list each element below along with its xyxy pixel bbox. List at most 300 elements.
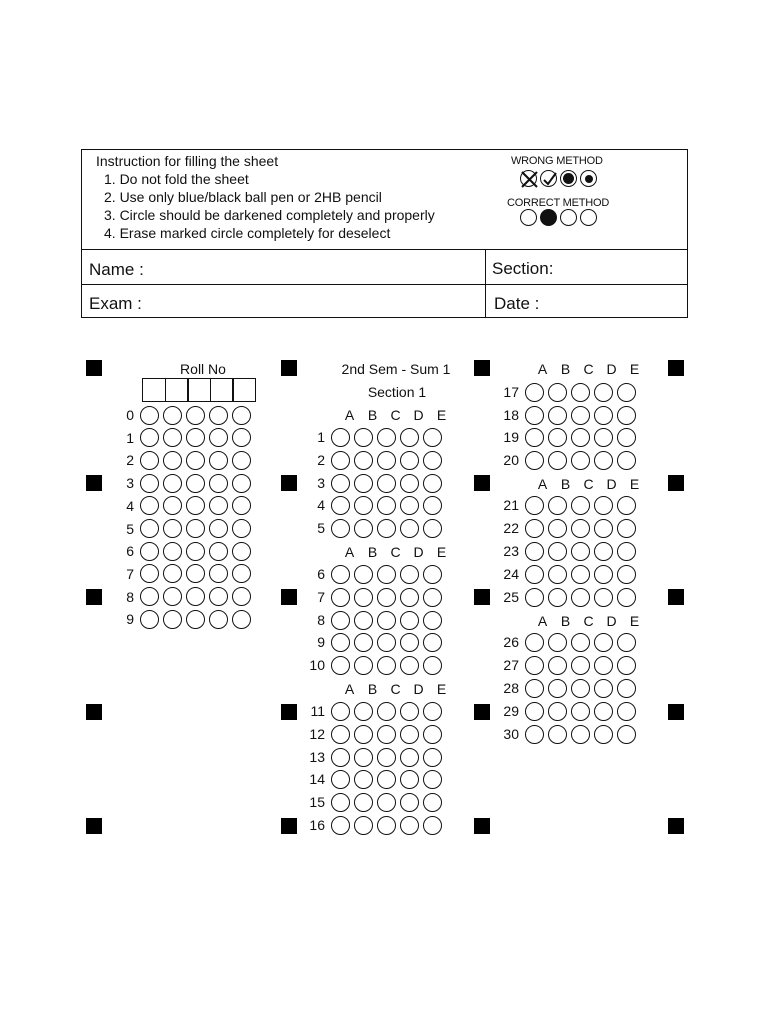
answer-bubble[interactable]	[140, 406, 159, 425]
answer-bubble[interactable]	[617, 565, 636, 584]
answer-bubble[interactable]	[525, 725, 544, 744]
answer-bubble[interactable]	[163, 428, 182, 447]
answer-bubble[interactable]	[617, 406, 636, 425]
answer-row	[112, 495, 251, 517]
answer-bubble[interactable]	[548, 451, 567, 470]
answer-bubble[interactable]	[423, 496, 442, 515]
answer-bubble[interactable]	[548, 565, 567, 584]
answer-bubble[interactable]	[525, 428, 544, 447]
answer-bubble[interactable]	[571, 542, 590, 561]
answer-bubble[interactable]	[232, 451, 251, 470]
cross-mark-icon	[520, 170, 537, 187]
option-letter: A	[537, 613, 548, 629]
answer-bubble[interactable]	[548, 725, 567, 744]
answer-bubble[interactable]	[617, 588, 636, 607]
answer-bubble[interactable]	[186, 474, 205, 493]
answer-bubble[interactable]	[400, 519, 419, 538]
answer-bubble[interactable]	[423, 793, 442, 812]
answer-bubble[interactable]	[423, 633, 442, 652]
answer-bubble[interactable]	[423, 588, 442, 607]
answer-bubble[interactable]	[571, 519, 590, 538]
answer-bubble[interactable]	[423, 428, 442, 447]
answer-bubble[interactable]	[331, 451, 350, 470]
answer-bubble[interactable]	[400, 793, 419, 812]
answer-row	[497, 586, 636, 608]
answer-bubble[interactable]	[209, 542, 228, 561]
answer-bubble[interactable]	[400, 474, 419, 493]
answer-bubble[interactable]	[354, 702, 373, 721]
answer-row	[303, 586, 442, 608]
registration-marker	[474, 360, 490, 376]
sheet-title: 2nd Sem - Sum 1	[341, 361, 451, 377]
answer-bubble[interactable]	[331, 633, 350, 652]
option-letter: B	[560, 476, 571, 492]
answer-bubble[interactable]	[140, 451, 159, 470]
answer-bubble[interactable]	[423, 702, 442, 721]
answer-bubble[interactable]	[331, 496, 350, 515]
answer-bubble[interactable]	[400, 725, 419, 744]
answer-bubble[interactable]	[354, 611, 373, 630]
answer-bubble[interactable]	[548, 542, 567, 561]
answer-bubble[interactable]	[423, 451, 442, 470]
answer-bubble[interactable]	[232, 587, 251, 606]
option-letter: E	[436, 544, 447, 560]
row-number: 8	[317, 612, 325, 628]
answer-bubble[interactable]	[377, 519, 396, 538]
answer-bubble[interactable]	[354, 633, 373, 652]
answer-bubble[interactable]	[525, 565, 544, 584]
answer-bubble[interactable]	[209, 519, 228, 538]
option-letter: D	[606, 613, 617, 629]
answer-bubble[interactable]	[377, 816, 396, 835]
roll-digit-box[interactable]	[232, 378, 256, 402]
answer-bubble[interactable]	[525, 496, 544, 515]
answer-bubble[interactable]	[423, 725, 442, 744]
row-number: 24	[503, 566, 519, 582]
answer-bubble[interactable]	[617, 428, 636, 447]
answer-bubble[interactable]	[571, 656, 590, 675]
answer-row	[303, 768, 442, 790]
answer-bubble[interactable]	[571, 702, 590, 721]
registration-marker	[668, 818, 684, 834]
answer-row	[112, 586, 251, 608]
answer-bubble[interactable]	[209, 428, 228, 447]
answer-bubble[interactable]	[232, 428, 251, 447]
answer-bubble[interactable]	[617, 383, 636, 402]
row-number: 2	[317, 452, 325, 468]
answer-bubble[interactable]	[377, 588, 396, 607]
answer-bubble[interactable]	[140, 428, 159, 447]
answer-bubble[interactable]	[617, 656, 636, 675]
answer-bubble[interactable]	[400, 702, 419, 721]
answer-bubble[interactable]	[377, 496, 396, 515]
roll-digit-box[interactable]	[165, 378, 189, 402]
answer-bubble[interactable]	[331, 474, 350, 493]
instruction-list	[104, 170, 435, 242]
answer-bubble[interactable]	[400, 496, 419, 515]
filled-bubble-icon	[540, 209, 557, 226]
option-letter: E	[629, 613, 640, 629]
answer-bubble[interactable]	[140, 542, 159, 561]
answer-bubble[interactable]	[571, 451, 590, 470]
option-letter: A	[537, 361, 548, 377]
answer-bubble[interactable]	[400, 770, 419, 789]
answer-bubble[interactable]	[423, 519, 442, 538]
answer-bubble[interactable]	[525, 656, 544, 675]
date-field-label: Date :	[494, 294, 540, 313]
answer-bubble[interactable]	[163, 519, 182, 538]
answer-bubble[interactable]	[331, 793, 350, 812]
registration-marker	[474, 589, 490, 605]
answer-bubble[interactable]	[140, 564, 159, 583]
answer-bubble[interactable]	[400, 611, 419, 630]
answer-bubble[interactable]	[423, 474, 442, 493]
answer-bubble[interactable]	[594, 565, 613, 584]
answer-bubble[interactable]	[163, 610, 182, 629]
registration-marker	[281, 475, 297, 491]
answer-row	[303, 472, 442, 494]
answer-bubble[interactable]	[617, 679, 636, 698]
answer-bubble[interactable]	[571, 565, 590, 584]
answer-bubble[interactable]	[331, 702, 350, 721]
answer-bubble[interactable]	[377, 451, 396, 470]
answer-bubble[interactable]	[548, 428, 567, 447]
row-number: 0	[126, 407, 134, 423]
roll-digit-box[interactable]	[210, 378, 234, 402]
roll-digit-box[interactable]	[187, 378, 211, 402]
answer-bubble[interactable]	[209, 474, 228, 493]
answer-bubble[interactable]	[548, 702, 567, 721]
answer-bubble[interactable]	[423, 770, 442, 789]
row-number: 11	[310, 703, 325, 719]
answer-bubble[interactable]	[617, 725, 636, 744]
answer-row	[497, 563, 636, 585]
answer-bubble[interactable]	[354, 474, 373, 493]
answer-bubble[interactable]	[232, 564, 251, 583]
answer-bubble[interactable]	[548, 406, 567, 425]
answer-row	[497, 426, 636, 448]
empty-bubble-icon	[560, 209, 577, 226]
answer-bubble[interactable]	[209, 496, 228, 515]
answer-bubble[interactable]	[594, 679, 613, 698]
answer-bubble[interactable]	[331, 588, 350, 607]
answer-bubble[interactable]	[331, 748, 350, 767]
answer-bubble[interactable]	[163, 406, 182, 425]
answer-bubble[interactable]	[525, 542, 544, 561]
divider	[82, 284, 687, 285]
registration-marker	[281, 818, 297, 834]
option-letters	[533, 613, 644, 629]
answer-bubble[interactable]	[354, 588, 373, 607]
answer-row	[497, 631, 636, 653]
instruction-item: 2. Use only blue/black ball pen or 2HB pencil	[104, 189, 382, 205]
answer-bubble[interactable]	[354, 770, 373, 789]
answer-bubble[interactable]	[377, 565, 396, 584]
answer-row	[303, 791, 442, 813]
answer-bubble[interactable]	[423, 611, 442, 630]
answer-bubble[interactable]	[400, 451, 419, 470]
answer-bubble[interactable]	[525, 679, 544, 698]
answer-bubble[interactable]	[594, 451, 613, 470]
answer-bubble[interactable]	[209, 587, 228, 606]
registration-marker	[281, 589, 297, 605]
answer-bubble[interactable]	[594, 496, 613, 515]
answer-bubble[interactable]	[186, 496, 205, 515]
answer-bubble[interactable]	[186, 610, 205, 629]
row-number: 27	[503, 657, 519, 673]
answer-bubble[interactable]	[186, 428, 205, 447]
answer-row	[112, 608, 251, 630]
answer-bubble[interactable]	[209, 451, 228, 470]
answer-bubble[interactable]	[331, 770, 350, 789]
option-letter: E	[629, 476, 640, 492]
answer-bubble[interactable]	[186, 587, 205, 606]
option-letter: B	[367, 544, 378, 560]
option-letter: E	[436, 681, 447, 697]
answer-bubble[interactable]	[354, 451, 373, 470]
answer-bubble[interactable]	[186, 406, 205, 425]
row-number: 6	[126, 543, 134, 560]
answer-bubble[interactable]	[548, 679, 567, 698]
answer-bubble[interactable]	[186, 542, 205, 561]
option-letters	[533, 476, 644, 492]
answer-bubble[interactable]	[140, 587, 159, 606]
answer-row	[497, 654, 636, 676]
registration-marker	[86, 589, 102, 605]
section-field-label: Section:	[492, 259, 554, 278]
answer-bubble[interactable]	[548, 656, 567, 675]
answer-bubble[interactable]	[163, 542, 182, 561]
answer-bubble[interactable]	[571, 588, 590, 607]
answer-row	[303, 654, 442, 676]
answer-bubble[interactable]	[571, 383, 590, 402]
answer-row	[497, 449, 636, 471]
registration-marker	[474, 704, 490, 720]
row-number: 4	[317, 497, 325, 513]
answer-bubble[interactable]	[548, 519, 567, 538]
answer-bubble[interactable]	[423, 748, 442, 767]
answer-bubble[interactable]	[354, 496, 373, 515]
answer-bubble[interactable]	[331, 519, 350, 538]
answer-bubble[interactable]	[400, 816, 419, 835]
answer-bubble[interactable]	[331, 656, 350, 675]
answer-bubble[interactable]	[377, 656, 396, 675]
answer-bubble[interactable]	[571, 633, 590, 652]
answer-bubble[interactable]	[232, 406, 251, 425]
answer-bubble[interactable]	[617, 702, 636, 721]
answer-row	[303, 517, 442, 539]
answer-bubble[interactable]	[377, 428, 396, 447]
answer-bubble[interactable]	[525, 633, 544, 652]
answer-bubble[interactable]	[140, 496, 159, 515]
row-number: 5	[126, 520, 134, 537]
answer-bubble[interactable]	[232, 496, 251, 515]
answer-bubble[interactable]	[163, 587, 182, 606]
answer-bubble[interactable]	[525, 451, 544, 470]
option-letter: A	[344, 681, 355, 697]
answer-bubble[interactable]	[331, 816, 350, 835]
option-letter: A	[344, 544, 355, 560]
answer-bubble[interactable]	[400, 633, 419, 652]
registration-marker	[474, 818, 490, 834]
answer-bubble[interactable]	[354, 565, 373, 584]
answer-bubble[interactable]	[594, 656, 613, 675]
answer-bubble[interactable]	[377, 474, 396, 493]
answer-bubble[interactable]	[548, 588, 567, 607]
roll-no-title: Roll No	[180, 361, 226, 377]
answer-bubble[interactable]	[617, 633, 636, 652]
answer-bubble[interactable]	[594, 428, 613, 447]
answer-bubble[interactable]	[232, 519, 251, 538]
answer-bubble[interactable]	[423, 656, 442, 675]
answer-bubble[interactable]	[400, 656, 419, 675]
answer-bubble[interactable]	[594, 519, 613, 538]
registration-marker	[668, 475, 684, 491]
answer-bubble[interactable]	[594, 383, 613, 402]
answer-row	[497, 494, 636, 516]
answer-bubble[interactable]	[548, 633, 567, 652]
answer-bubble[interactable]	[548, 383, 567, 402]
row-number: 30	[503, 726, 519, 742]
answer-bubble[interactable]	[617, 496, 636, 515]
answer-bubble[interactable]	[423, 565, 442, 584]
answer-bubble[interactable]	[525, 702, 544, 721]
answer-row	[497, 540, 636, 562]
answer-bubble[interactable]	[232, 474, 251, 493]
answer-bubble[interactable]	[354, 725, 373, 744]
answer-bubble[interactable]	[140, 519, 159, 538]
answer-bubble[interactable]	[331, 611, 350, 630]
row-number: 10	[309, 657, 325, 673]
answer-bubble[interactable]	[571, 428, 590, 447]
answer-bubble[interactable]	[594, 588, 613, 607]
answer-bubble[interactable]	[594, 702, 613, 721]
option-letter: D	[606, 476, 617, 492]
answer-bubble[interactable]	[594, 542, 613, 561]
answer-bubble[interactable]	[377, 748, 396, 767]
row-number: 15	[309, 794, 325, 810]
option-letter: C	[390, 681, 401, 697]
answer-bubble[interactable]	[400, 565, 419, 584]
answer-bubble[interactable]	[232, 610, 251, 629]
answer-bubble[interactable]	[331, 428, 350, 447]
row-number: 18	[503, 407, 519, 423]
answer-bubble[interactable]	[209, 564, 228, 583]
answer-bubble[interactable]	[354, 793, 373, 812]
answer-bubble[interactable]	[377, 702, 396, 721]
divider	[485, 250, 486, 317]
wrong-method-label: WRONG METHOD	[511, 155, 603, 167]
answer-bubble[interactable]	[140, 474, 159, 493]
answer-bubble[interactable]	[354, 428, 373, 447]
answer-row	[303, 631, 442, 653]
row-number: 28	[503, 680, 519, 696]
answer-bubble[interactable]	[331, 725, 350, 744]
registration-marker	[86, 475, 102, 491]
answer-bubble[interactable]	[377, 611, 396, 630]
answer-bubble[interactable]	[525, 383, 544, 402]
answer-bubble[interactable]	[594, 725, 613, 744]
answer-bubble[interactable]	[377, 793, 396, 812]
answer-bubble[interactable]	[354, 519, 373, 538]
answer-row	[112, 563, 251, 585]
option-letter: C	[583, 613, 594, 629]
answer-bubble[interactable]	[163, 496, 182, 515]
empty-bubble-icon	[520, 209, 537, 226]
answer-bubble[interactable]	[186, 564, 205, 583]
correct-method-label: CORRECT METHOD	[507, 197, 610, 209]
answer-bubble[interactable]	[594, 406, 613, 425]
instruction-item: 4. Erase marked circle completely for deselect	[104, 225, 391, 241]
answer-bubble[interactable]	[163, 451, 182, 470]
answer-bubble[interactable]	[354, 656, 373, 675]
row-number: 9	[126, 611, 134, 628]
answer-bubble[interactable]	[377, 725, 396, 744]
answer-bubble[interactable]	[423, 816, 442, 835]
option-letters	[533, 361, 644, 377]
answer-row	[497, 677, 636, 699]
option-letter: D	[413, 407, 424, 423]
answer-bubble[interactable]	[617, 519, 636, 538]
answer-bubble[interactable]	[400, 588, 419, 607]
registration-marker	[281, 704, 297, 720]
answer-bubble[interactable]	[163, 474, 182, 493]
option-letter: E	[629, 361, 640, 377]
option-letter: C	[390, 544, 401, 560]
answer-bubble[interactable]	[232, 542, 251, 561]
answer-bubble[interactable]	[186, 519, 205, 538]
answer-bubble[interactable]	[571, 406, 590, 425]
answer-bubble[interactable]	[400, 748, 419, 767]
roll-number-boxes	[142, 378, 255, 402]
registration-marker	[86, 704, 102, 720]
answer-bubble[interactable]	[377, 633, 396, 652]
roll-digit-box[interactable]	[142, 378, 166, 402]
instruction-header	[81, 149, 688, 318]
answer-bubble[interactable]	[377, 770, 396, 789]
answer-row	[112, 540, 251, 562]
answer-bubble[interactable]	[163, 564, 182, 583]
answer-bubble[interactable]	[354, 816, 373, 835]
answer-bubble[interactable]	[525, 588, 544, 607]
answer-bubble[interactable]	[548, 496, 567, 515]
answer-bubble[interactable]	[354, 748, 373, 767]
answer-bubble[interactable]	[571, 679, 590, 698]
answer-bubble[interactable]	[525, 406, 544, 425]
answer-bubble[interactable]	[209, 610, 228, 629]
row-number: 16	[309, 817, 325, 833]
check-mark-icon	[540, 170, 557, 187]
answer-bubble[interactable]	[525, 519, 544, 538]
answer-bubble[interactable]	[594, 633, 613, 652]
answer-row	[303, 746, 442, 768]
answer-bubble[interactable]	[209, 406, 228, 425]
answer-bubble[interactable]	[617, 542, 636, 561]
answer-row	[497, 404, 636, 426]
answer-bubble[interactable]	[571, 725, 590, 744]
option-letter: B	[367, 681, 378, 697]
answer-bubble[interactable]	[400, 428, 419, 447]
answer-bubble[interactable]	[140, 610, 159, 629]
answer-row	[112, 427, 251, 449]
answer-row	[303, 609, 442, 631]
answer-bubble[interactable]	[571, 496, 590, 515]
registration-marker	[668, 589, 684, 605]
answer-bubble[interactable]	[617, 451, 636, 470]
answer-bubble[interactable]	[331, 565, 350, 584]
answer-bubble[interactable]	[186, 451, 205, 470]
divider	[82, 249, 687, 250]
